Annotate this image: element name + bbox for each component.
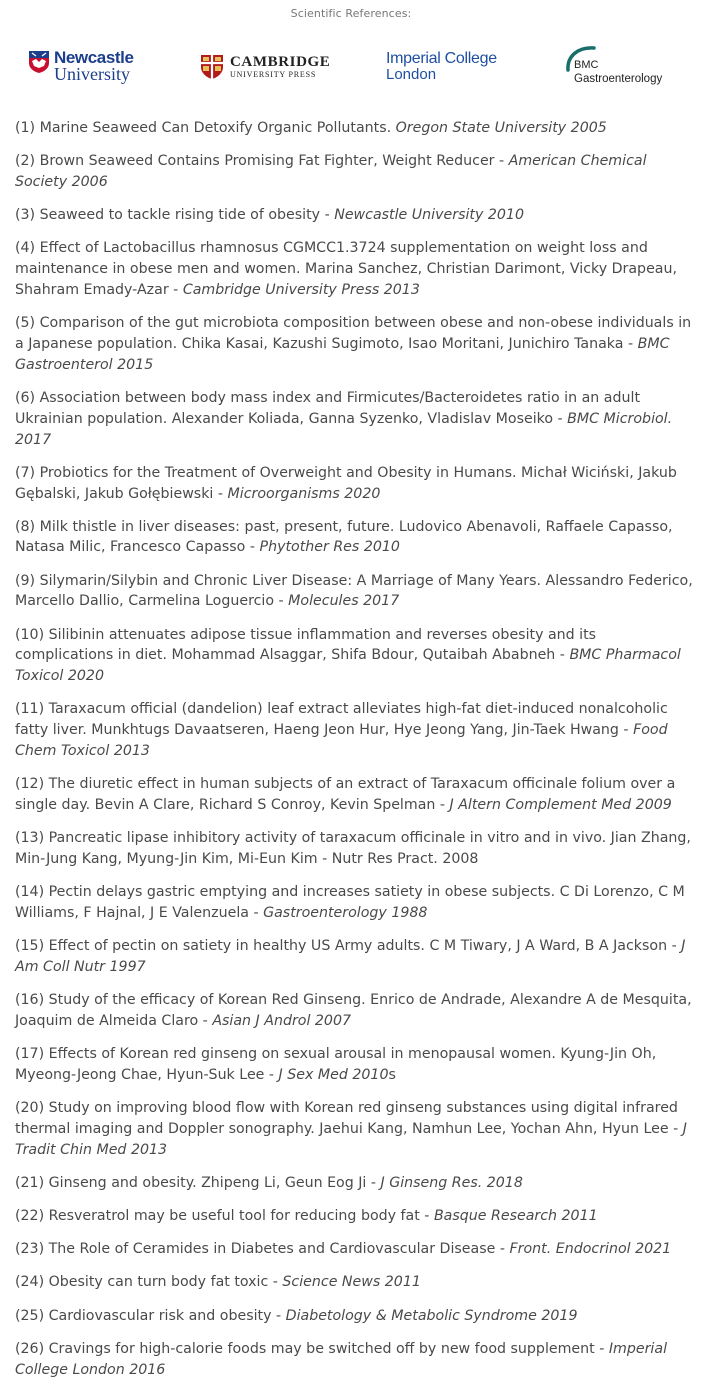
imperial-logo-line2: London	[386, 66, 437, 83]
reference-item	[15, 517, 695, 559]
reference-item	[15, 990, 695, 1032]
reference-source: Oregon State University 2005	[395, 120, 607, 136]
reference-source: Food Chem Toxicol 2013	[15, 722, 668, 760]
reference-item	[15, 699, 695, 761]
reference-source: Basque Research 2011	[433, 1208, 598, 1225]
reference-text: (7) Probiotics for the Treatment of Overweight and Obesity in Humans. Michał Wiciński, Jakub Gębalski, Jakub Gołębiewski -	[15, 464, 677, 502]
reference-source: Science News 2011	[282, 1274, 421, 1291]
reference-text: (2) Brown Seaweed Contains Promising Fat Fighter, Weight Reducer -	[15, 153, 509, 170]
reference-source: Molecules 2017	[288, 593, 400, 610]
reference-source: Diabetology & Metabolic Syndrome 2019	[285, 1307, 578, 1324]
reference-text: (8) Milk thistle in liver diseases: past, present, future. Ludovico Abenavoli, Raffaele Capasso, Natasa Milic, Francesco Capasso -	[15, 518, 673, 556]
reference-source: Cambridge University Press 2013	[182, 281, 420, 298]
reference-source: J Altern Complement Med 2009	[449, 797, 672, 814]
reference-list	[15, 118, 695, 1393]
reference-text: (6) Association between body mass index and Firmicutes/Bacteroidetes ratio in an adult Ukrainian population. Alexander Koliada, Ganna Syzenko, Vladislav Moseiko -	[15, 389, 641, 427]
reference-text: (15) Effect of pectin on satiety in healthy US Army adults. C M Tiwary, J A Ward, B A Jackson -	[15, 938, 682, 955]
reference-text: (13) Pancreatic lipase inhibitory activity of taraxacum officinale in vitro and in vivo. Jian Zhang, Min-Jung Kang, Myung-Jin Kim, Mi-Eun Kim - Nutr Res Pract. 2008	[15, 830, 691, 867]
cambridge-shield-icon	[200, 54, 224, 80]
reference-item	[15, 313, 695, 375]
reference-source: J Am Coll Nutr 1997	[15, 938, 686, 975]
reference-text: (12) The diuretic effect in human subjects of an extract of Taraxacum officinale folium over a single day. Bevin A Clare, Richard S Conroy, Kevin Spelman -	[15, 776, 676, 814]
reference-item	[15, 1306, 695, 1327]
reference-item	[15, 238, 695, 300]
reference-source: Microorganisms 2020	[227, 485, 381, 502]
reference-source: Gastroenterology 1988	[263, 904, 428, 921]
imperial-college-london-logo	[386, 42, 506, 88]
reference-item	[15, 118, 695, 139]
reference-text: (22) Resveratrol may be useful tool for reducing body fat -	[15, 1208, 434, 1225]
reference-text: (26) Cravings for high-calorie foods may be switched off by new food supplement -	[15, 1340, 609, 1357]
reference-text: (4) Effect of Lactobacillus rhamnosus CGMCC1.3724 supplementation on weight loss and maintenance in obese men and women. Marina Sanchez, Christian Darimont, Vicky Drapeau, Shahram Emady-Azar -	[15, 240, 677, 298]
cambridge-logo-line1: CAMBRIDGE	[230, 54, 331, 70]
reference-text: (16) Study of the efficacy of Korean Red Ginseng. Enrico de Andrade, Alexandre A de Mesquita, Joaquim de Almeida Claro -	[15, 992, 692, 1029]
reference-source: Asian J Androl 2007	[212, 1012, 352, 1029]
cambridge-university-press-logo	[198, 42, 334, 88]
reference-item	[15, 1206, 695, 1227]
reference-item	[15, 774, 695, 816]
reference-text: (9) Silymarin/Silybin and Chronic Liver Disease: A Marriage of Many Years. Alessandro Federico, Marcello Dallio, Carmelina Loguercio -	[15, 572, 693, 610]
reference-text: (3) Seaweed to tackle rising tide of obesity -	[15, 207, 335, 224]
references-heading: Scientific References:	[290, 7, 412, 20]
newcastle-university-logo	[28, 42, 148, 88]
reference-text: (10) Silibinin attenuates adipose tissue inflammation and reverses obesity and its complications in diet. Mohammad Alsaggar, Shifa Bdour, Qutaibah Ababneh -	[15, 626, 597, 664]
reference-text: (25) Cardiovascular risk and obesity -	[15, 1307, 286, 1324]
reference-item	[15, 205, 695, 226]
cambridge-logo-line2: UNIVERSITY PRESS	[230, 70, 317, 79]
reference-item	[15, 828, 695, 870]
reference-source: American Chemical Society 2006	[15, 153, 647, 190]
reference-suffix: s	[388, 1066, 396, 1083]
reference-item	[15, 388, 695, 450]
logo-row	[0, 42, 702, 92]
newcastle-shield-icon	[28, 50, 50, 74]
reference-source: J Tradit Chin Med 2013	[15, 1120, 687, 1158]
reference-item	[15, 1272, 695, 1293]
bmc-logo-line2: Gastroenterology	[574, 73, 663, 85]
reference-source: Phytother Res 2010	[259, 539, 400, 556]
reference-source: Imperial College London 2016	[15, 1340, 668, 1378]
reference-text: (17) Effects of Korean red ginseng on sexual arousal in menopausal women. Kyung-Jin Oh, Myeong-Jeong Chae, Hyun-Suk Lee -	[15, 1046, 657, 1083]
reference-text: (21) Ginseng and obesity. Zhipeng Li, Geun Eog Ji -	[15, 1174, 381, 1191]
reference-item	[15, 571, 695, 613]
reference-item	[15, 1098, 695, 1160]
reference-text: (1) Marine Seaweed Can Detoxify Organic Pollutants.	[15, 120, 396, 136]
reference-item	[15, 882, 695, 924]
bmc-gastroenterology-logo	[564, 42, 684, 88]
reference-item	[15, 1044, 695, 1086]
newcastle-logo-line2: University	[54, 64, 130, 84]
reference-item	[15, 936, 695, 978]
reference-source: BMC Pharmacol Toxicol 2020	[15, 647, 681, 685]
reference-source: BMC Gastroenterol 2015	[15, 335, 670, 373]
reference-text: (24) Obesity can turn body fat toxic -	[15, 1274, 283, 1291]
reference-item	[15, 1239, 695, 1260]
reference-item	[15, 625, 695, 687]
reference-item	[15, 1339, 695, 1381]
reference-item	[15, 463, 695, 505]
reference-text: (11) Taraxacum official (dandelion) leaf extract alleviates high-fat diet-induced nonalcoholic fatty liver. Munkhtugs Davaatseren, Haeng Jeon Hur, Hye Jeong Yang, Jin-Taek Hwang -	[15, 701, 668, 739]
reference-item	[15, 1173, 695, 1194]
reference-text: (14) Pectin delays gastric emptying and increases satiety in obese subjects. C Di Lorenzo, C M Williams, F Hajnal, J E Valenzuela -	[15, 884, 685, 921]
reference-source: J Ginseng Res. 2018	[380, 1174, 523, 1191]
reference-item	[15, 151, 695, 193]
reference-source: J Sex Med 2010	[278, 1066, 389, 1083]
newcastle-logo-line1: Newcastle	[54, 48, 134, 67]
reference-source: BMC Microbiol. 2017	[15, 410, 673, 448]
reference-source: Newcastle University 2010	[334, 207, 524, 224]
reference-text: (20) Study on improving blood flow with Korean red ginseng substances using digital infrared thermal imaging and Doppler sonography. Jaehui Kang, Namhun Lee, Yochan Ahn, Hyun Lee -	[15, 1100, 683, 1137]
reference-text: (23) The Role of Ceramides in Diabetes and Cardiovascular Disease -	[15, 1241, 510, 1258]
imperial-logo-line1: Imperial College	[386, 50, 497, 67]
reference-source: Front. Endocrinol 2021	[509, 1241, 672, 1258]
reference-text: (5) Comparison of the gut microbiota composition between obese and non-obese individuals in a Japanese population. Chika Kasai, Kazushi Sugimoto, Isao Moritani, Junichiro Tanaka -	[15, 315, 692, 352]
bmc-logo-line1: BMC	[574, 59, 599, 71]
